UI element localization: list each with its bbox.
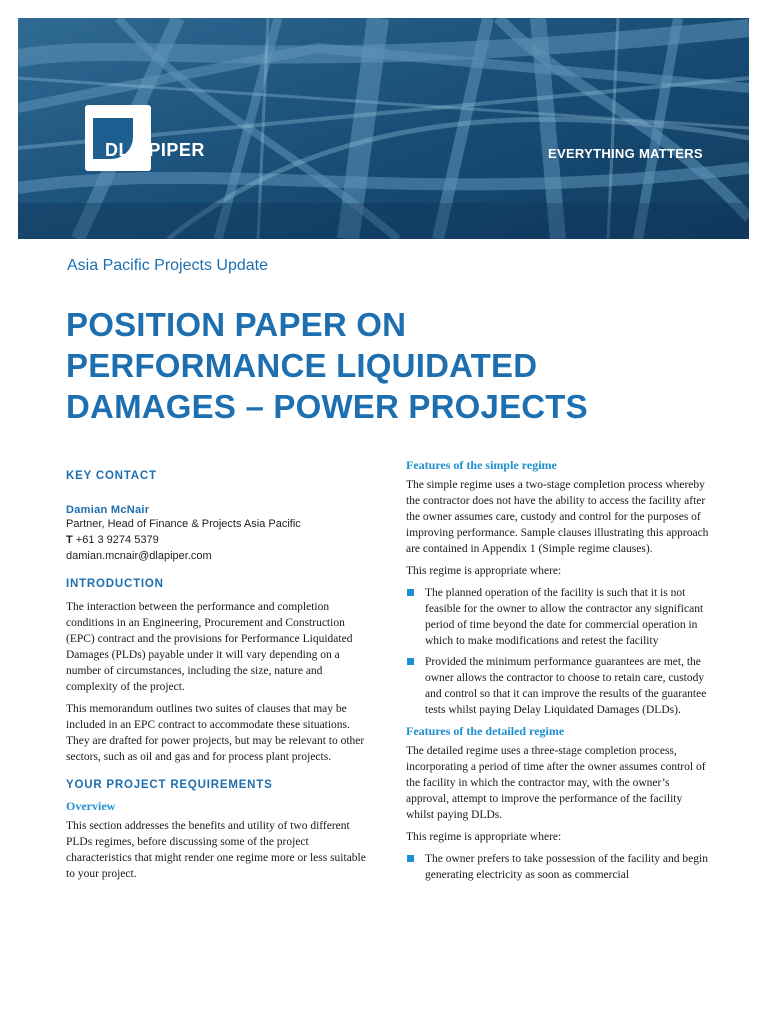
hero-banner — [18, 18, 749, 239]
requirements-heading: YOUR PROJECT REQUIREMENTS — [66, 779, 273, 791]
key-contact-heading: KEY CONTACT — [66, 470, 157, 482]
contact-phone — [66, 532, 372, 548]
left-column — [66, 470, 372, 888]
bullet-text: The planned operation of the facility is such that it is not feasible for the owner to allow the contractor any significant period of time beyond the date for commercial operation in which to make modifications and retest the facility — [425, 587, 704, 647]
detailed-regime-text: The detailed regime uses a three-stage completion process, incorporating a period of time after the owner assumes control of the facility in which the contractor may, with the owner’s approval, attempt to improve the performance of the facility whilst paying DLDs. — [406, 745, 706, 821]
contact-email[interactable]: damian.mcnair@dlapiper.com — [66, 550, 212, 562]
detailed-regime-bullets — [406, 851, 711, 883]
list-item — [406, 851, 711, 883]
intro-paragraph-1: The interaction between the performance and completion conditions in an Engineering, Procurement and Construction (EPC) contract and the provisions for Performance Liquidated Damages (PLDs) payable under it will vary depending on a number of circumstances, including the size, nature and complexity of the project. — [66, 601, 353, 693]
title-line-2: PERFORMANCE LIQUIDATED — [66, 347, 538, 384]
phone-number: +61 3 9274 5379 — [75, 534, 159, 546]
bullet-square-icon — [407, 855, 414, 862]
right-column — [406, 458, 711, 888]
overview-paragraph: This section addresses the benefits and utility of two different PLDs regimes, before discussing some of the project characteristics that might render one regime more or less suitable to your project. — [66, 820, 366, 880]
intro-paragraph-2: This memorandum outlines two suites of clauses that may be included in an EPC contract to accommodate these situations. They are drafted for power projects, but may be relevant to other sectors, such as oil and gas and for process plant projects. — [66, 703, 365, 763]
series-title: Asia Pacific Projects Update — [67, 257, 268, 274]
bullet-text: Provided the minimum performance guarantees are met, the owner allows the contractor to choose to retain care, custody and control so that it can improve the results of the guarantee tests whilst paying Delay Liquidated Damages (DLDs). — [425, 656, 707, 716]
simple-regime-heading: Features of the simple regime — [406, 458, 557, 472]
contact-name: Damian McNair — [66, 504, 150, 516]
tagline: EVERYTHING MATTERS — [548, 146, 703, 161]
bullet-square-icon — [407, 589, 414, 596]
brand-name: DLA PIPER — [105, 140, 205, 160]
list-item — [406, 654, 711, 718]
simple-regime-appropriate: This regime is appropriate where: — [406, 565, 562, 577]
bullet-text: The owner prefers to take possession of the facility and begin generating electricity as soon as commercial — [425, 853, 708, 881]
phone-label: T — [66, 534, 73, 546]
contact-role: Partner, Head of Finance & Projects Asia Pacific — [66, 518, 301, 530]
dla-piper-logo-mark — [85, 105, 151, 171]
page-title — [66, 304, 756, 427]
overview-heading: Overview — [66, 799, 116, 813]
detailed-regime-appropriate: This regime is appropriate where: — [406, 831, 562, 843]
introduction-heading: INTRODUCTION — [66, 578, 164, 590]
title-line-1: POSITION PAPER ON — [66, 306, 407, 343]
simple-regime-text: The simple regime uses a two-stage completion process whereby the contractor does not have the ability to access the facility after the owner assumes care, custody and control for the purposes of improving performance. Sample clauses illustrating this approach are contained in Appendix 1 (Simple regime clauses). — [406, 479, 709, 555]
bullet-square-icon — [407, 658, 414, 665]
title-line-3: DAMAGES – POWER PROJECTS — [66, 388, 588, 425]
detailed-regime-heading: Features of the detailed regime — [406, 724, 565, 738]
simple-regime-bullets — [406, 585, 711, 718]
list-item — [406, 585, 711, 649]
